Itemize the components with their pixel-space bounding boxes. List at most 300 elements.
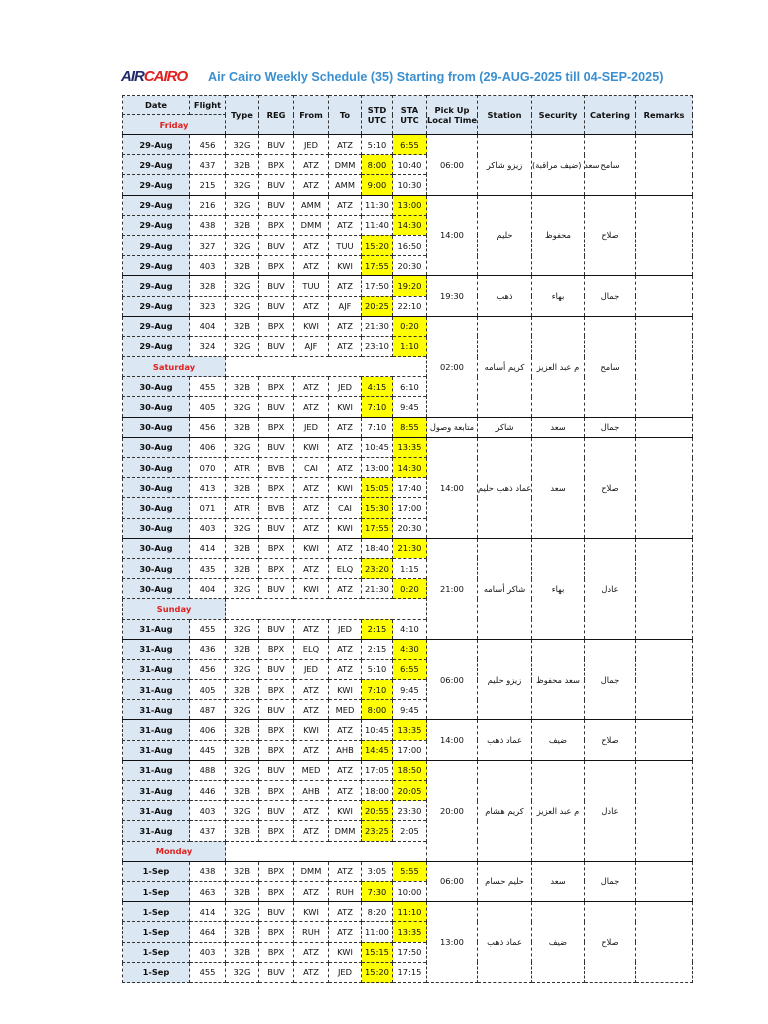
- type-cell: 32G: [226, 276, 259, 296]
- group-catering: جمال: [585, 417, 636, 437]
- to-cell: KWI: [329, 942, 362, 962]
- reg-cell: BUV: [259, 700, 294, 720]
- to-cell: ELQ: [329, 558, 362, 578]
- std-cell: 14:45: [362, 740, 393, 760]
- table-row: [123, 902, 693, 922]
- sta-cell: 4:10: [393, 619, 427, 639]
- type-cell: 32G: [226, 518, 259, 538]
- sta-cell: 10:30: [393, 175, 427, 195]
- from-cell: ATZ: [294, 235, 329, 255]
- table-row: [123, 437, 693, 457]
- header-sta: STA UTC: [393, 96, 427, 135]
- sta-cell: 0:20: [393, 316, 427, 336]
- group-station: حليم: [478, 195, 532, 276]
- std-cell: 21:30: [362, 579, 393, 599]
- std-cell: 8:00: [362, 700, 393, 720]
- from-cell: JED: [294, 417, 329, 437]
- flight-cell: 464: [190, 922, 226, 942]
- type-cell: 32G: [226, 619, 259, 639]
- date-cell: 29-Aug: [123, 276, 190, 296]
- group-catering: عادل: [585, 538, 636, 639]
- table-row: [123, 760, 693, 780]
- date-cell: 29-Aug: [123, 235, 190, 255]
- date-cell: 31-Aug: [123, 700, 190, 720]
- header-type: Type: [226, 96, 259, 135]
- date-cell: 29-Aug: [123, 175, 190, 195]
- from-cell: DMM: [294, 215, 329, 235]
- type-cell: 32G: [226, 760, 259, 780]
- date-cell: 29-Aug: [123, 135, 190, 155]
- type-cell: 32B: [226, 377, 259, 397]
- sta-cell: 22:10: [393, 296, 427, 316]
- sta-cell: 13:35: [393, 922, 427, 942]
- remarks-cell: [636, 417, 693, 437]
- sta-cell: 17:50: [393, 942, 427, 962]
- type-cell: 32G: [226, 235, 259, 255]
- sta-cell: 10:40: [393, 155, 427, 175]
- date-cell: 29-Aug: [123, 256, 190, 276]
- flight-cell: 455: [190, 377, 226, 397]
- table-row: [123, 417, 693, 437]
- from-cell: KWI: [294, 316, 329, 336]
- day-label: Friday: [123, 115, 226, 135]
- from-cell: ATZ: [294, 397, 329, 417]
- to-cell: ATZ: [329, 659, 362, 679]
- group-security: سعد: [532, 437, 585, 538]
- sta-cell: 1:15: [393, 558, 427, 578]
- date-cell: 31-Aug: [123, 619, 190, 639]
- type-cell: ATR: [226, 458, 259, 478]
- to-cell: ATZ: [329, 579, 362, 599]
- reg-cell: BVB: [259, 458, 294, 478]
- flight-cell: 405: [190, 680, 226, 700]
- group-station: زيزو حليم: [478, 639, 532, 720]
- std-cell: 17:55: [362, 518, 393, 538]
- group-station: ذهب: [478, 276, 532, 316]
- header-flight: Flight: [190, 96, 226, 115]
- group-pickup: 14:00: [427, 437, 478, 538]
- header-reg: REG: [259, 96, 294, 135]
- date-cell: 31-Aug: [123, 680, 190, 700]
- remarks-cell: [636, 538, 693, 639]
- day-separator-blank: [226, 599, 427, 619]
- to-cell: ATZ: [329, 437, 362, 457]
- sta-cell: 14:30: [393, 215, 427, 235]
- to-cell: CAI: [329, 498, 362, 518]
- date-cell: 30-Aug: [123, 377, 190, 397]
- std-cell: 11:40: [362, 215, 393, 235]
- std-cell: 4:15: [362, 377, 393, 397]
- type-cell: 32B: [226, 215, 259, 235]
- group-station: شاكر: [478, 417, 532, 437]
- from-cell: ATZ: [294, 700, 329, 720]
- header-station: Station: [478, 96, 532, 135]
- type-cell: 32B: [226, 942, 259, 962]
- type-cell: 32G: [226, 962, 259, 982]
- reg-cell: BUV: [259, 397, 294, 417]
- flight-cell: 456: [190, 135, 226, 155]
- date-cell: 31-Aug: [123, 659, 190, 679]
- from-cell: AHB: [294, 781, 329, 801]
- date-cell: 1-Sep: [123, 922, 190, 942]
- type-cell: 32B: [226, 256, 259, 276]
- to-cell: AMM: [329, 175, 362, 195]
- from-cell: ATZ: [294, 942, 329, 962]
- type-cell: 32B: [226, 558, 259, 578]
- from-cell: ATZ: [294, 962, 329, 982]
- std-cell: 13:00: [362, 458, 393, 478]
- sta-cell: 14:30: [393, 458, 427, 478]
- remarks-cell: [636, 276, 693, 316]
- from-cell: ATZ: [294, 296, 329, 316]
- table-row: [123, 720, 693, 740]
- group-pickup: 06:00: [427, 861, 478, 901]
- sta-cell: 4:30: [393, 639, 427, 659]
- date-cell: 1-Sep: [123, 861, 190, 881]
- sta-cell: 13:35: [393, 720, 427, 740]
- sta-cell: 17:00: [393, 740, 427, 760]
- std-cell: 7:10: [362, 397, 393, 417]
- reg-cell: BPX: [259, 155, 294, 175]
- to-cell: ATZ: [329, 316, 362, 336]
- to-cell: KWI: [329, 256, 362, 276]
- std-cell: 17:05: [362, 760, 393, 780]
- from-cell: MED: [294, 760, 329, 780]
- group-pickup: 20:00: [427, 760, 478, 861]
- flight-cell: 438: [190, 861, 226, 881]
- flight-cell: 327: [190, 235, 226, 255]
- reg-cell: BUV: [259, 902, 294, 922]
- type-cell: 32B: [226, 316, 259, 336]
- reg-cell: BPX: [259, 538, 294, 558]
- date-cell: 1-Sep: [123, 962, 190, 982]
- sta-cell: 20:30: [393, 256, 427, 276]
- sta-cell: 13:00: [393, 195, 427, 215]
- flight-cell: 406: [190, 720, 226, 740]
- from-cell: AJF: [294, 336, 329, 356]
- std-cell: 8:00: [362, 155, 393, 175]
- group-pickup: 13:00: [427, 902, 478, 983]
- type-cell: 32B: [226, 538, 259, 558]
- date-cell: 31-Aug: [123, 821, 190, 841]
- sta-cell: 23:30: [393, 801, 427, 821]
- sta-cell: 2:05: [393, 821, 427, 841]
- to-cell: TUU: [329, 235, 362, 255]
- flight-cell: 215: [190, 175, 226, 195]
- to-cell: ATZ: [329, 922, 362, 942]
- table-row: [123, 135, 693, 155]
- date-cell: 30-Aug: [123, 579, 190, 599]
- type-cell: 32B: [226, 821, 259, 841]
- std-cell: 15:20: [362, 235, 393, 255]
- group-security: ضيف: [532, 720, 585, 760]
- remarks-cell: [636, 195, 693, 276]
- to-cell: KWI: [329, 680, 362, 700]
- date-cell: 1-Sep: [123, 902, 190, 922]
- std-cell: 3:05: [362, 861, 393, 881]
- std-cell: 23:20: [362, 558, 393, 578]
- flight-cell: 437: [190, 155, 226, 175]
- from-cell: ATZ: [294, 518, 329, 538]
- std-cell: 7:30: [362, 881, 393, 901]
- std-cell: 23:25: [362, 821, 393, 841]
- flight-cell: 406: [190, 437, 226, 457]
- to-cell: AHB: [329, 740, 362, 760]
- type-cell: 32G: [226, 195, 259, 215]
- group-pickup: 14:00: [427, 720, 478, 760]
- to-cell: ATZ: [329, 720, 362, 740]
- type-cell: 32G: [226, 437, 259, 457]
- table-row: [123, 639, 693, 659]
- from-cell: ATZ: [294, 881, 329, 901]
- group-station: حليم حسام: [478, 861, 532, 901]
- std-cell: 17:55: [362, 256, 393, 276]
- to-cell: ATZ: [329, 902, 362, 922]
- type-cell: 32G: [226, 659, 259, 679]
- sta-cell: 17:15: [393, 962, 427, 982]
- flight-cell: 328: [190, 276, 226, 296]
- air-cairo-logo: AIRCAIRO: [121, 68, 188, 85]
- schedule-body: [123, 135, 693, 983]
- to-cell: ATZ: [329, 135, 362, 155]
- remarks-cell: [636, 861, 693, 901]
- from-cell: JED: [294, 135, 329, 155]
- header-to: To: [329, 96, 362, 135]
- reg-cell: BUV: [259, 195, 294, 215]
- from-cell: KWI: [294, 538, 329, 558]
- date-cell: 31-Aug: [123, 760, 190, 780]
- flight-cell: 463: [190, 881, 226, 901]
- table-row: [123, 195, 693, 215]
- to-cell: KWI: [329, 518, 362, 538]
- to-cell: ATZ: [329, 336, 362, 356]
- flight-cell: 216: [190, 195, 226, 215]
- to-cell: KWI: [329, 801, 362, 821]
- group-security: م عبد العزيز: [532, 316, 585, 417]
- from-cell: AMM: [294, 195, 329, 215]
- std-cell: 15:20: [362, 962, 393, 982]
- to-cell: ATZ: [329, 538, 362, 558]
- sta-cell: 6:55: [393, 135, 427, 155]
- from-cell: ATZ: [294, 680, 329, 700]
- remarks-cell: [636, 135, 693, 196]
- group-pickup: 06:00: [427, 135, 478, 196]
- day-label: Saturday: [123, 357, 226, 377]
- date-cell: 29-Aug: [123, 336, 190, 356]
- group-catering: صلاح: [585, 437, 636, 538]
- flight-cell: 455: [190, 619, 226, 639]
- sta-cell: 11:10: [393, 902, 427, 922]
- sta-cell: 9:45: [393, 397, 427, 417]
- sta-cell: 13:35: [393, 437, 427, 457]
- schedule-table: [122, 95, 693, 983]
- sta-cell: 5:55: [393, 861, 427, 881]
- flight-cell: 436: [190, 639, 226, 659]
- group-catering: جمال: [585, 861, 636, 901]
- std-cell: 20:55: [362, 801, 393, 821]
- from-cell: ATZ: [294, 377, 329, 397]
- type-cell: 32B: [226, 861, 259, 881]
- to-cell: ATZ: [329, 417, 362, 437]
- flight-cell: 456: [190, 417, 226, 437]
- to-cell: RUH: [329, 881, 362, 901]
- std-cell: 5:10: [362, 659, 393, 679]
- from-cell: ELQ: [294, 639, 329, 659]
- reg-cell: BUV: [259, 659, 294, 679]
- type-cell: 32B: [226, 417, 259, 437]
- type-cell: 32G: [226, 902, 259, 922]
- from-cell: JED: [294, 659, 329, 679]
- flight-cell: 324: [190, 336, 226, 356]
- remarks-cell: [636, 902, 693, 983]
- group-catering: صلاح: [585, 902, 636, 983]
- reg-cell: BUV: [259, 962, 294, 982]
- reg-cell: BUV: [259, 579, 294, 599]
- from-cell: CAI: [294, 458, 329, 478]
- reg-cell: BUV: [259, 336, 294, 356]
- type-cell: 32B: [226, 740, 259, 760]
- sta-cell: 21:30: [393, 538, 427, 558]
- group-station: شاكر أسامه: [478, 538, 532, 639]
- type-cell: 32B: [226, 639, 259, 659]
- sta-cell: 10:00: [393, 881, 427, 901]
- reg-cell: BPX: [259, 377, 294, 397]
- group-station: عماد ذهب: [478, 902, 532, 983]
- flight-cell: 413: [190, 478, 226, 498]
- to-cell: KWI: [329, 397, 362, 417]
- type-cell: 32G: [226, 336, 259, 356]
- date-cell: 1-Sep: [123, 881, 190, 901]
- date-cell: 30-Aug: [123, 417, 190, 437]
- from-cell: KWI: [294, 579, 329, 599]
- to-cell: ATZ: [329, 458, 362, 478]
- type-cell: 32B: [226, 781, 259, 801]
- date-cell: 29-Aug: [123, 215, 190, 235]
- group-pickup: متابعة وصول: [427, 417, 478, 437]
- to-cell: DMM: [329, 155, 362, 175]
- group-security: محفوظ: [532, 195, 585, 276]
- reg-cell: BUV: [259, 619, 294, 639]
- type-cell: 32B: [226, 155, 259, 175]
- type-cell: 32B: [226, 881, 259, 901]
- type-cell: 32G: [226, 175, 259, 195]
- from-cell: ATZ: [294, 821, 329, 841]
- std-cell: 17:50: [362, 276, 393, 296]
- sta-cell: 17:40: [393, 478, 427, 498]
- std-cell: 18:00: [362, 781, 393, 801]
- flight-cell: 437: [190, 821, 226, 841]
- day-label: Sunday: [123, 599, 226, 619]
- flight-cell: 323: [190, 296, 226, 316]
- std-cell: 7:10: [362, 417, 393, 437]
- group-catering: جمال: [585, 639, 636, 720]
- from-cell: ATZ: [294, 558, 329, 578]
- from-cell: ATZ: [294, 619, 329, 639]
- from-cell: ATZ: [294, 478, 329, 498]
- to-cell: DMM: [329, 821, 362, 841]
- reg-cell: BPX: [259, 417, 294, 437]
- date-cell: 30-Aug: [123, 518, 190, 538]
- std-cell: 7:10: [362, 680, 393, 700]
- remarks-cell: [636, 760, 693, 861]
- group-catering: صلاح: [585, 720, 636, 760]
- table-row: [123, 276, 693, 296]
- remarks-cell: [636, 720, 693, 760]
- reg-cell: BUV: [259, 135, 294, 155]
- sta-cell: 20:05: [393, 781, 427, 801]
- reg-cell: BPX: [259, 639, 294, 659]
- group-security: بهاء: [532, 538, 585, 639]
- sta-cell: 16:50: [393, 235, 427, 255]
- group-security: سعد (ضيف مراقبة): [532, 135, 585, 196]
- sta-cell: 19:20: [393, 276, 427, 296]
- reg-cell: BPX: [259, 881, 294, 901]
- group-catering: عادل: [585, 760, 636, 861]
- date-cell: 1-Sep: [123, 942, 190, 962]
- std-cell: 18:40: [362, 538, 393, 558]
- from-cell: ATZ: [294, 256, 329, 276]
- to-cell: MED: [329, 700, 362, 720]
- flight-cell: 487: [190, 700, 226, 720]
- type-cell: 32G: [226, 579, 259, 599]
- date-cell: 29-Aug: [123, 316, 190, 336]
- type-cell: ATR: [226, 498, 259, 518]
- sta-cell: 17:00: [393, 498, 427, 518]
- sta-cell: 6:55: [393, 659, 427, 679]
- day-separator-blank: [226, 357, 427, 377]
- std-cell: 20:25: [362, 296, 393, 316]
- group-pickup: 14:00: [427, 195, 478, 276]
- reg-cell: BPX: [259, 680, 294, 700]
- date-cell: 29-Aug: [123, 296, 190, 316]
- from-cell: RUH: [294, 922, 329, 942]
- header-remarks: Remarks: [636, 96, 693, 135]
- sta-cell: 8:55: [393, 417, 427, 437]
- type-cell: 32B: [226, 720, 259, 740]
- group-security: بهاء: [532, 276, 585, 316]
- date-cell: 30-Aug: [123, 437, 190, 457]
- reg-cell: BPX: [259, 861, 294, 881]
- group-security: سعد: [532, 861, 585, 901]
- table-row: [123, 316, 693, 336]
- flight-cell: 446: [190, 781, 226, 801]
- group-security: سعد: [532, 417, 585, 437]
- type-cell: 32B: [226, 478, 259, 498]
- flight-cell: 456: [190, 659, 226, 679]
- std-cell: 23:10: [362, 336, 393, 356]
- sta-cell: 9:45: [393, 700, 427, 720]
- reg-cell: BUV: [259, 175, 294, 195]
- to-cell: ATZ: [329, 781, 362, 801]
- date-cell: 31-Aug: [123, 781, 190, 801]
- group-station: كريم أسامه: [478, 316, 532, 417]
- flight-cell: 404: [190, 579, 226, 599]
- group-pickup: 19:30: [427, 276, 478, 316]
- to-cell: AJF: [329, 296, 362, 316]
- date-cell: 30-Aug: [123, 397, 190, 417]
- to-cell: KWI: [329, 478, 362, 498]
- header-from: From: [294, 96, 329, 135]
- group-security: سعد محفوظ: [532, 639, 585, 720]
- date-cell: 30-Aug: [123, 538, 190, 558]
- reg-cell: BUV: [259, 235, 294, 255]
- std-cell: 9:00: [362, 175, 393, 195]
- group-catering: صلاح: [585, 195, 636, 276]
- std-cell: 11:00: [362, 922, 393, 942]
- std-cell: 15:30: [362, 498, 393, 518]
- group-pickup: 02:00: [427, 316, 478, 417]
- date-cell: 29-Aug: [123, 155, 190, 175]
